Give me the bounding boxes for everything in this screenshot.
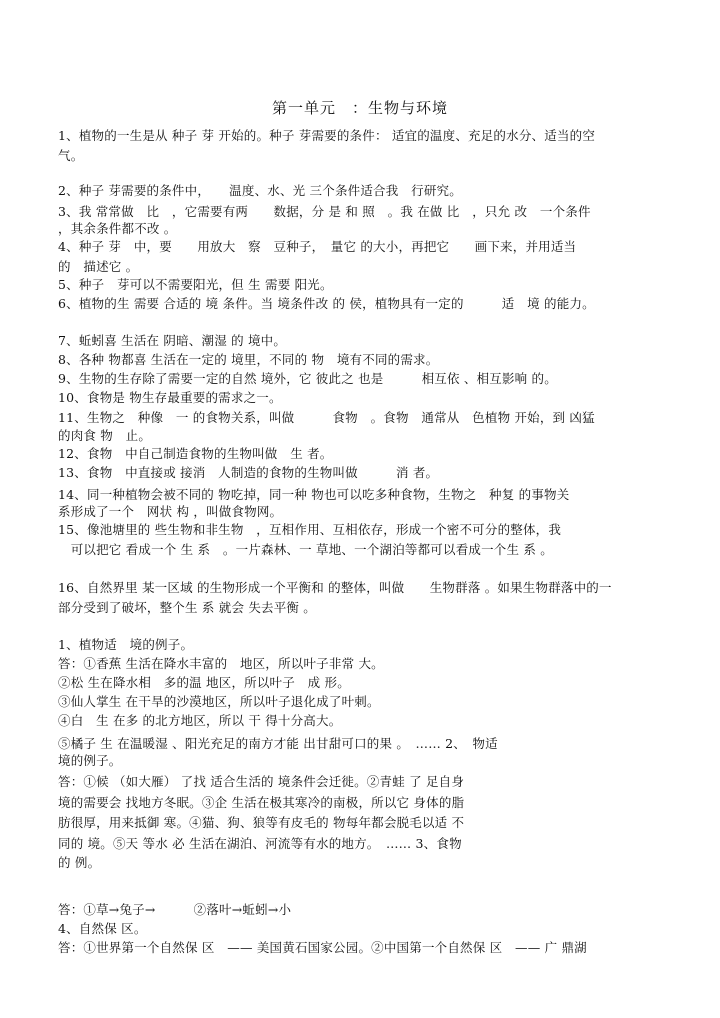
text-line: 3、我 常常做 比 ，它需要有两 数据，分 是 和 照 。我 在做 比 ，只允 改 一个条件 <box>58 204 591 219</box>
text-line: 可以把它 看成一个 生 系 。一片森林、一 草地、一个湖泊等都可以看成一个生 系 。 <box>58 542 553 557</box>
text-line: 14、同一种植物会被不同的 物吃掉，同一种 物也可以吃多种食物，生物之 种复 的事物关 <box>58 487 570 502</box>
text-line: 13、食物 中直接或 接消 人制造的食物的生物叫做 消 者。 <box>58 465 439 480</box>
text-line: 4、种子 芽 中，要 用放大 察 豆种子， 量它 的大小，再把它 画下来，并用适当 <box>58 239 577 254</box>
text-line: 6、植物的生 需要 合适的 境 条件。当 境条件改 的 侯，植物具有一定的 适 境 的能力。 <box>58 296 595 311</box>
text-line: 气。 <box>58 148 84 163</box>
text-line: 1、植物的一生是从 种子 芽 开始的。种子 芽需要的条件： 适宜的温度、充足的水分、适当的空 <box>58 128 596 143</box>
text-line: 的 描述它 。 <box>58 259 139 274</box>
text-line: 2、种子 芽需要的条件中， 温度、水、光 三个条件适合我 行研究。 <box>58 183 462 198</box>
text-line: 15、像池塘里的 些生物和非生物 ，互相作用、互相依存，形成一个密不可分的整体，我 <box>58 522 562 537</box>
text-line: 9、生物的生存除了需要一定的自然 境外，它 彼此之 也是 相互依 、相互影响 的。 <box>58 371 557 386</box>
answer-line: 答：①世界第一个自然保 区 —— 美国黄石国家公园。②中国第一个自然保 区 —— 广 鼎湖 <box>58 940 587 955</box>
text-line: 部分受到了破坏，整个生 系 就会 失去平衡 。 <box>58 600 316 615</box>
text-line: 的肉食 物 止。 <box>58 428 152 443</box>
answer-line: ④白 生 在多 的北方地区，所以 干 得十分高大。 <box>58 713 342 728</box>
answer-line: 境的例子。 <box>58 753 122 768</box>
answer-line: ⑤橘子 生 在温暖湿 、阳光充足的南方才能 出甘甜可口的果 。 …… 2、 物适 <box>58 736 498 751</box>
text-line: ，其余条件都不改 。 <box>58 221 177 236</box>
page-title: 第一单元 ：生物与环境 <box>271 99 448 117</box>
answer-line: 答：①候 （如大雁） 了找 适合生活的 境条件会迁徙。②青蛙 了 足自身 <box>58 774 465 789</box>
text-line: 12、食物 中自己制造食物的生物叫做 生 者。 <box>58 446 333 461</box>
answer-line: 同的 境。⑤天 等水 必 生活在湖泊、河流等有水的地方。 …… 3、食物 <box>58 836 462 851</box>
text-line: 16、自然界里 某一区域 的生物形成一个平衡和 的整体，叫做 生物群落 。如果生物群落中的一 <box>58 580 612 595</box>
text-line: 7、蚯蚓喜 生活在 阴暗、潮湿 的 境中。 <box>58 333 287 348</box>
question-heading: 1、植物适 境的例子。 <box>58 637 194 652</box>
text-line: 8、各种 物都喜 生活在一定的 境里，不同的 物 境有不同的需求。 <box>58 352 439 367</box>
answer-line: 肪很厚，用来抵御 寒。④猫、狗、狼等有皮毛的 物每年都会脱毛以适 不 <box>58 815 465 830</box>
text-line: 系形成了一个 网状 构 ，叫做食物网。 <box>58 504 283 519</box>
answer-line: ②松 生在降水相 多的温 地区，所以叶子 成 形。 <box>58 675 350 690</box>
answer-line: 的 例。 <box>58 855 101 870</box>
answer-line: 境的需要会 找地方冬眠。③企 生活在极其寒冷的南极，所以它 身体的脂 <box>58 795 465 810</box>
text-line: 11、生物之 种像 一 的食物关系，叫做 食物 。食物 通常从 色植物 开始，到 凶猛 <box>58 410 595 425</box>
question-heading: 4、自然保 区。 <box>58 921 147 936</box>
text-line: 10、食物是 物生存最重要的需求之一。 <box>58 390 282 405</box>
answer-line: 答：①草→兔子→ ②落叶→蚯蚓→小 <box>58 902 292 917</box>
text-line: 5、种子 芽可以不需要阳光，但 生 需要 阳光。 <box>58 277 333 292</box>
answer-line: 答：①香蕉 生活在降水丰富的 地区，所以叶子非常 大。 <box>58 656 384 671</box>
answer-line: ③仙人掌生 在干旱的沙漠地区，所以叶子退化成了叶刺。 <box>58 694 380 709</box>
